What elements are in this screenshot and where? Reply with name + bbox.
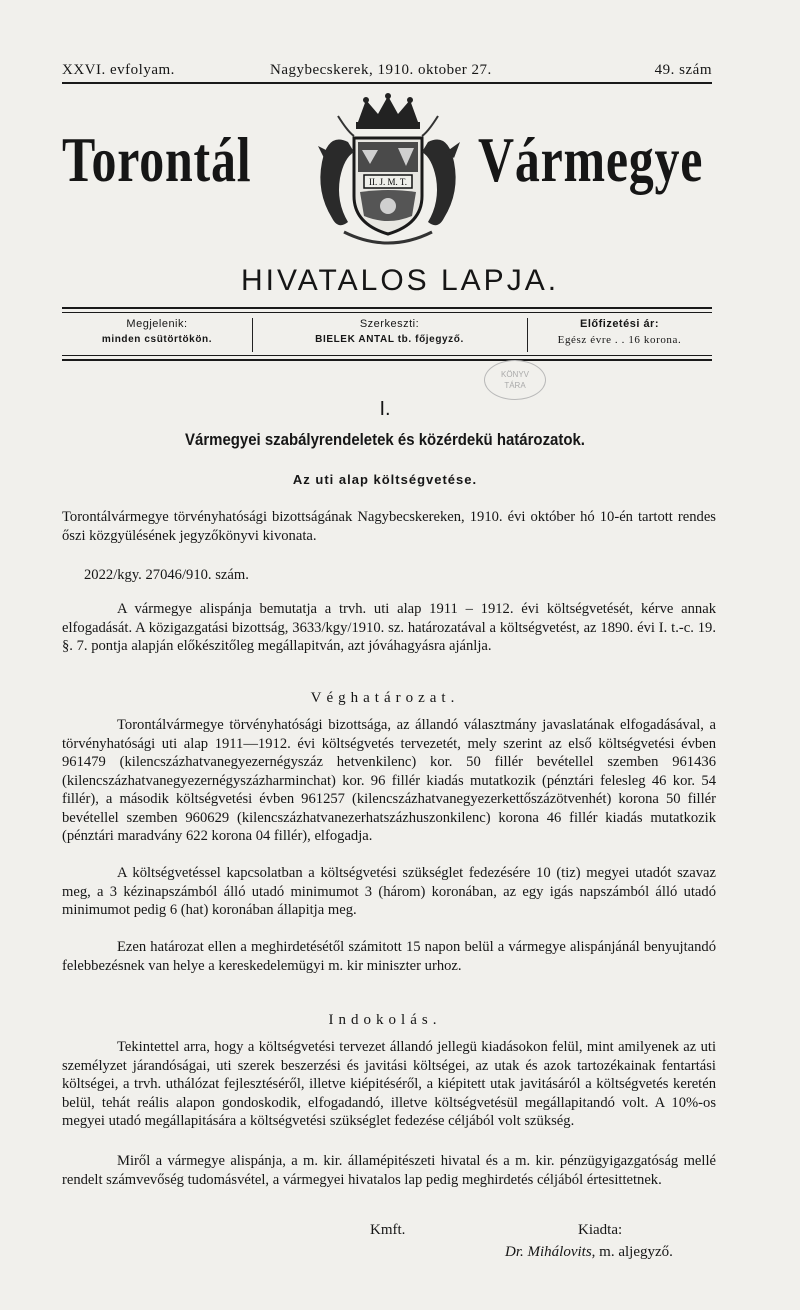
vegh-heading: Véghatározat. [310, 690, 460, 706]
stamp-line-1: KÖNYV [500, 370, 529, 379]
signatory-role: , m. aljegyző. [591, 1244, 673, 1260]
article-subheading: Az uti alap költségvetése. [292, 472, 478, 487]
place-date: Nagybecskerek, 1910. oktober 27. [270, 62, 492, 78]
reasoning-paragraph-2: Miről a vármegye alispánja, a m. kir. államépitészeti hivatal és a m. kir. pénzügyigazgatóság mellé rendelt számvevőség tudomásvétel, a vármegyei hivatalos lap pedig meghirdetés céljából értesittetnek. [62, 1153, 716, 1188]
editor-value: BIELEK ANTAL tb. főjegyző. [315, 334, 464, 345]
subscription-info [527, 318, 712, 346]
library-stamp [484, 360, 546, 400]
indoklas-heading: Indokolás. [328, 1012, 442, 1028]
intro-paragraph: Torontálvármegye törvényhatósági bizottságának Nagybecskereken, 1910. évi október hó 10-én tartott rendes őszi közgyülésének jegyzőkönyvi kivonata. [62, 509, 716, 544]
volume-label: XXVI. evfolyam. [62, 62, 175, 78]
header-line [62, 62, 712, 82]
info-rule-top-thin [62, 312, 712, 313]
decision-paragraph-1: Torontálvármegye törvényhatósági bizottsága, az állandó választmány javaslatának elfogadásával, a törvényhatósági uti alap 1911—1912. évi költségvetés tervezetét, mely szerint az első költségvetési évben 961479 (kilencszázhatvanegyezernégyszáz hetvenkilenc) kor. 50 fillér bevétellel szemben 961436 (kilencszázhatvanegyezernégyszázharminchat) kor. 96 fillér kiadás mutatkozik (pénztári felesleg 46 kor. 54 fillér), a második költségvetési évben 961257 (kilencszázhatvanegyezerkettőszázötvenhét) korona 50 fillér bevétellel szemben 960629 (kilencszázhatvanezerhatszázhuszonkilenc) korona 46 fillér kiadás mutatkozik (pénztári maradvány 622 korona 04 fillér), elfogadja. [62, 717, 716, 844]
masthead-right: Vármegye [478, 124, 704, 195]
subscription-value: Egész évre . . 16 korona. [557, 334, 682, 346]
published-info [62, 318, 252, 345]
masthead-left: Torontál [62, 124, 252, 195]
info-rule-top [62, 307, 712, 309]
proposal-paragraph: A vármegye alispánja bemutatja a trvh. uti alap 1911 – 1912. évi költségvetését, kérve annak elfogadását. A közigazgatási bizottság, 3633/kgy/1910. sz. határozatával a költségvetést, az 1890. évi I. t.-c. 19. §. 7. pontja alapján előkészitőleg megállapitván, azt jóváhagyásra ajánlja. [62, 601, 716, 654]
info-rule-bottom-thick [62, 359, 712, 361]
editor-info [252, 318, 527, 345]
published-value: minden csütörtökön. [101, 334, 213, 345]
reference-number: 2022/kgy. 27046/910. szám. [84, 567, 249, 583]
info-rule-bottom [62, 355, 712, 356]
kiadta-label: Kiadta: [578, 1222, 623, 1238]
signatory-name: Dr. Mihálovits [505, 1244, 592, 1260]
section-title: Vármegyei szabályrendeletek és közérdekü határozatok. [185, 430, 585, 449]
section-number: I. [379, 398, 391, 420]
coat-of-arms-icon [308, 92, 468, 257]
published-label: Megjelenik: [126, 318, 188, 330]
decision-paragraph-2: A költségvetéssel kapcsolatban a költségvetési szükséglet fedezésére 10 (tiz) megyei utadót szavaz meg, a 3 kézinapszámból álló utadó minimumot 3 (három) koronában, az egy igás napszámból álló utadó minimumot pedig 6 (hat) koronában állapitja meg. [62, 865, 716, 918]
issue-number: 49. szám [654, 62, 712, 78]
stamp-line-2: TÁRA [504, 381, 526, 390]
decision-paragraph-3: Ezen határozat ellen a meghirdetésétől számitott 15 napon belül a vármegye alispánjánál benyujtandó felebbezésnek van helye a kereskedelemügyi m. kir miniszter urhoz. [62, 939, 716, 974]
editor-label: Szerkeszti: [359, 318, 420, 330]
header-rule [62, 82, 712, 84]
masthead-subtitle: HIVATALOS LAPJA. [240, 264, 560, 297]
signatory [505, 1244, 673, 1261]
kmft-label: Kmft. [370, 1222, 406, 1238]
subscription-label: Előfizetési ár: [579, 318, 660, 330]
reasoning-paragraph-1: Tekintettel arra, hogy a költségvetési tervezet állandó jellegü kiadásokon felül, mint amilyenek az uti személyzet járandóságai, uti szerek beszerzési és javitási költségei, az utak és azok tartozékainak fentartási költségei, a trvh. uthálózat fejlesztéséről, illetve kiépitéséről, a kiépitett utak javitásáról a költségvetés keretén belül, tehát reális alapon gondoskodik, elfogadandó, illetve költségvetésül megállapitandó volt. A 10%-os megyei utadó megállapitására a költségvetési szükséglet fedezése céljából volt szükség. [62, 1039, 716, 1129]
crest-label: II. J. M. T. [369, 177, 407, 187]
